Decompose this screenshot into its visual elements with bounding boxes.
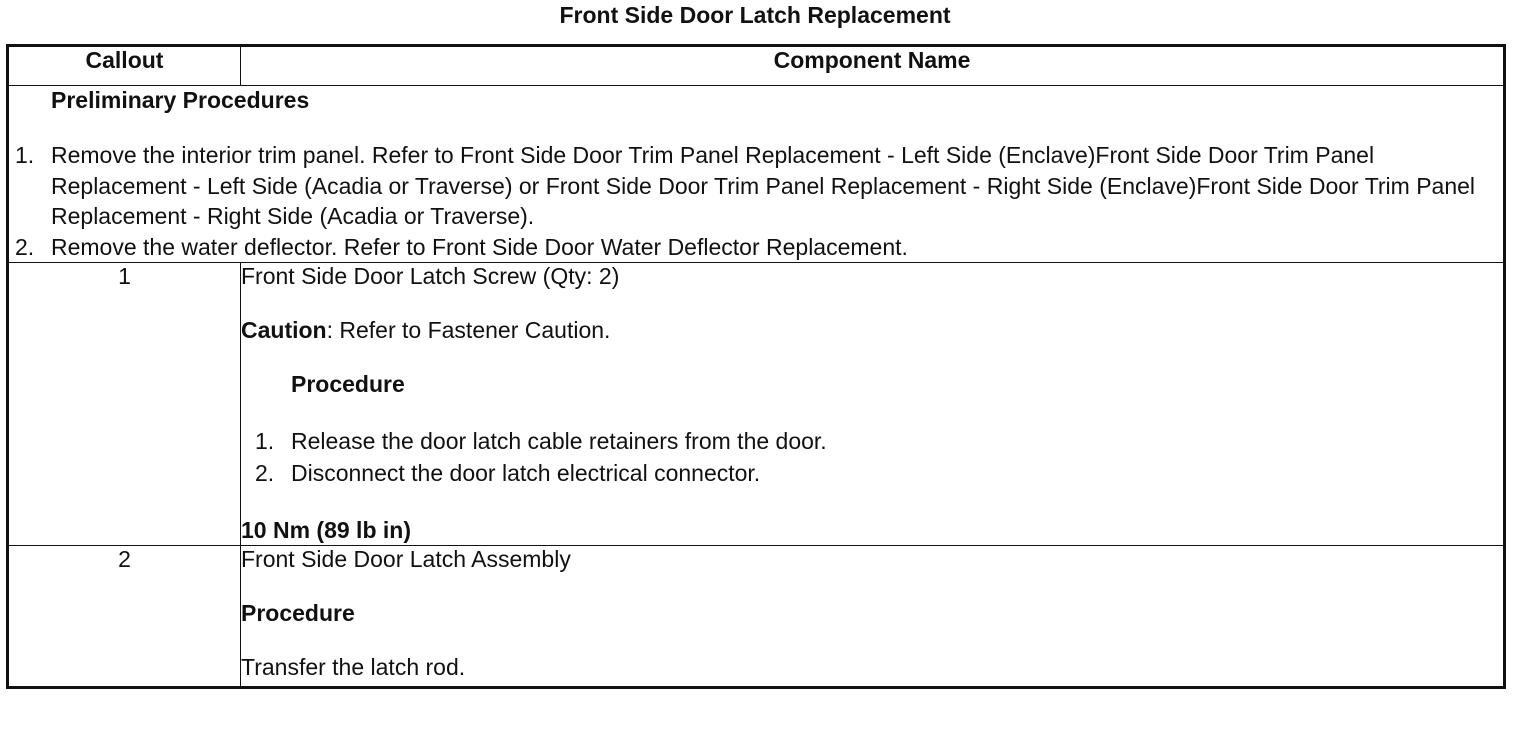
component-name: Front Side Door Latch Screw (Qty: 2) <box>241 263 620 289</box>
table-row <box>8 546 1505 688</box>
procedure-step <box>241 425 1503 457</box>
component-cell <box>241 263 1505 546</box>
component-table <box>6 44 1506 689</box>
step-number: 1. <box>255 428 275 454</box>
step-number: 2. <box>15 233 35 260</box>
table-header-row <box>8 46 1505 86</box>
preliminary-steps <box>9 140 1503 262</box>
step-text: Remove the water deflector. Refer to Front Side Door Water Deflector Replacement. <box>51 233 908 260</box>
header-component-name: Component Name <box>241 46 1505 86</box>
procedure-text: Transfer the latch rod. <box>241 654 466 680</box>
header-callout: Callout <box>8 46 241 86</box>
preliminary-cell <box>8 86 1505 263</box>
table-row <box>8 263 1505 546</box>
preliminary-step <box>9 140 1503 232</box>
step-text: Disconnect the door latch electrical connector. <box>291 460 761 486</box>
procedure-heading: Procedure <box>291 371 405 397</box>
step-number: 1. <box>15 142 35 168</box>
caution-label: Caution <box>241 317 327 343</box>
component-cell <box>241 546 1505 688</box>
torque-spec: 10 Nm (89 lb in) <box>241 517 411 543</box>
preliminary-step <box>9 232 1503 263</box>
component-name: Front Side Door Latch Assembly <box>241 546 571 572</box>
caution-text: : Refer to Fastener Caution. <box>326 317 611 343</box>
page-title: Front Side Door Latch Replacement <box>559 2 951 28</box>
procedure-steps <box>241 425 1503 489</box>
preliminary-row <box>8 86 1505 263</box>
procedure-step <box>241 457 1503 489</box>
procedure-heading: Procedure <box>241 600 355 626</box>
callout-number: 1 <box>8 263 241 546</box>
step-number: 2. <box>255 460 275 486</box>
step-text: Release the door latch cable retainers from the door. <box>291 428 827 454</box>
preliminary-heading: Preliminary Procedures <box>51 87 310 113</box>
caution-line <box>241 317 1503 343</box>
callout-number: 2 <box>8 546 241 688</box>
step-text: Remove the interior trim panel. Refer to Front Side Door Trim Panel Replacement - Left Side (Enclave)Front Side Door Trim Panel Replacement - Left Side (Acadia or Traverse) or Front Side Door Trim Panel Replacement - Right Side (Enclave)Front Side Door Trim Panel Replacement - Right Side (Acadia or Traverse). <box>51 142 1476 229</box>
